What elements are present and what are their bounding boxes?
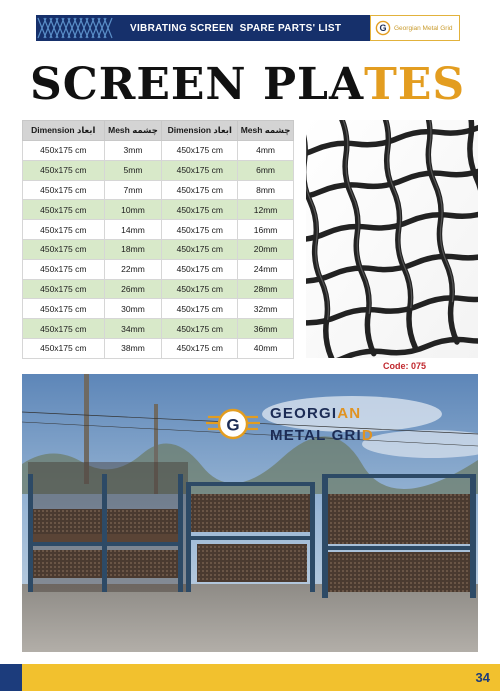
mesh-product-image bbox=[306, 120, 478, 358]
mesh-cell: 12mm bbox=[238, 200, 294, 220]
mesh-cell: 30mm bbox=[104, 299, 162, 319]
table-row bbox=[23, 239, 294, 259]
dimension-cell: 450x175 cm bbox=[162, 220, 238, 240]
dimension-cell: 450x175 cm bbox=[23, 299, 105, 319]
mesh-cell: 4mm bbox=[238, 141, 294, 161]
mesh-cell: 8mm bbox=[238, 180, 294, 200]
logo-line1-a: GEORGI bbox=[270, 405, 338, 423]
mesh-cell: 7mm bbox=[104, 180, 162, 200]
table-row bbox=[23, 200, 294, 220]
company-logo-icon bbox=[206, 403, 260, 447]
dimension-cell: 450x175 cm bbox=[162, 338, 238, 358]
spec-table bbox=[22, 120, 294, 359]
column-header: Dimension ابعاد bbox=[23, 121, 105, 141]
mesh-cell: 3mm bbox=[104, 141, 162, 161]
header-logo bbox=[370, 15, 460, 41]
dimension-cell: 450x175 cm bbox=[162, 180, 238, 200]
svg-text:G: G bbox=[379, 23, 387, 34]
table-row bbox=[23, 259, 294, 279]
header-band bbox=[36, 15, 460, 41]
dimension-cell: 450x175 cm bbox=[23, 180, 105, 200]
dimension-cell: 450x175 cm bbox=[23, 239, 105, 259]
dimension-cell: 450x175 cm bbox=[23, 259, 105, 279]
logo-line1-b: AN bbox=[337, 405, 362, 423]
footer-band bbox=[0, 664, 500, 691]
dimension-cell: 450x175 cm bbox=[162, 259, 238, 279]
mesh-cell: 36mm bbox=[238, 319, 294, 339]
title-part-dark: SCREEN PLA bbox=[30, 59, 365, 110]
table-header-row bbox=[23, 121, 294, 141]
mesh-cell: 6mm bbox=[238, 160, 294, 180]
dimension-cell: 450x175 cm bbox=[162, 299, 238, 319]
table-row bbox=[23, 299, 294, 319]
mesh-cell: 38mm bbox=[104, 338, 162, 358]
dimension-cell: 450x175 cm bbox=[162, 279, 238, 299]
dimension-cell: 450x175 cm bbox=[162, 160, 238, 180]
mesh-cell: 32mm bbox=[238, 299, 294, 319]
mesh-cell: 16mm bbox=[238, 220, 294, 240]
table-row bbox=[23, 220, 294, 240]
table-row bbox=[23, 319, 294, 339]
product-code: Code: 075 bbox=[383, 361, 427, 371]
mesh-cell: 20mm bbox=[238, 239, 294, 259]
page-title bbox=[30, 58, 470, 112]
footer-accent bbox=[0, 664, 22, 691]
table-row bbox=[23, 180, 294, 200]
dimension-cell: 450x175 cm bbox=[23, 200, 105, 220]
dimension-cell: 450x175 cm bbox=[23, 220, 105, 240]
dimension-cell: 450x175 cm bbox=[162, 141, 238, 161]
logo-line2-a: METAL GRI bbox=[270, 427, 362, 444]
dimension-cell: 450x175 cm bbox=[162, 239, 238, 259]
table-row bbox=[23, 141, 294, 161]
dimension-cell: 450x175 cm bbox=[23, 160, 105, 180]
table-row bbox=[23, 338, 294, 358]
header-logo-text: Georgian Metal Grid bbox=[394, 24, 453, 32]
title-part-gold: TES bbox=[364, 59, 466, 110]
mesh-cell: 18mm bbox=[104, 239, 162, 259]
dimension-cell: 450x175 cm bbox=[23, 338, 105, 358]
mesh-cell: 22mm bbox=[104, 259, 162, 279]
photo-logo-text bbox=[270, 403, 374, 447]
table-row bbox=[23, 279, 294, 299]
dimension-cell: 450x175 cm bbox=[162, 200, 238, 220]
dimension-cell: 450x175 cm bbox=[23, 279, 105, 299]
mesh-cell: 34mm bbox=[104, 319, 162, 339]
mesh-cell: 5mm bbox=[104, 160, 162, 180]
decorative-pattern bbox=[36, 15, 116, 41]
mesh-cell: 10mm bbox=[104, 200, 162, 220]
photo-company-logo bbox=[206, 397, 430, 453]
mesh-cell: 28mm bbox=[238, 279, 294, 299]
page-number: 34 bbox=[475, 670, 490, 685]
column-header: Mesh چشمه bbox=[104, 121, 162, 141]
mesh-cell: 40mm bbox=[238, 338, 294, 358]
column-header: Dimension ابعاد bbox=[162, 121, 238, 141]
svg-text:G: G bbox=[226, 415, 240, 435]
column-header: Mesh چشمه bbox=[238, 121, 294, 141]
dimension-cell: 450x175 cm bbox=[23, 319, 105, 339]
dimension-cell: 450x175 cm bbox=[23, 141, 105, 161]
mesh-cell: 26mm bbox=[104, 279, 162, 299]
header-title: VIBRATING SCREEN SPARE PARTS' LIST bbox=[116, 15, 370, 41]
company-logo-icon bbox=[375, 20, 391, 36]
mesh-cell: 14mm bbox=[104, 220, 162, 240]
logo-line2-b: D bbox=[361, 427, 374, 444]
dimension-cell: 450x175 cm bbox=[162, 319, 238, 339]
table-row bbox=[23, 160, 294, 180]
mesh-cell: 24mm bbox=[238, 259, 294, 279]
